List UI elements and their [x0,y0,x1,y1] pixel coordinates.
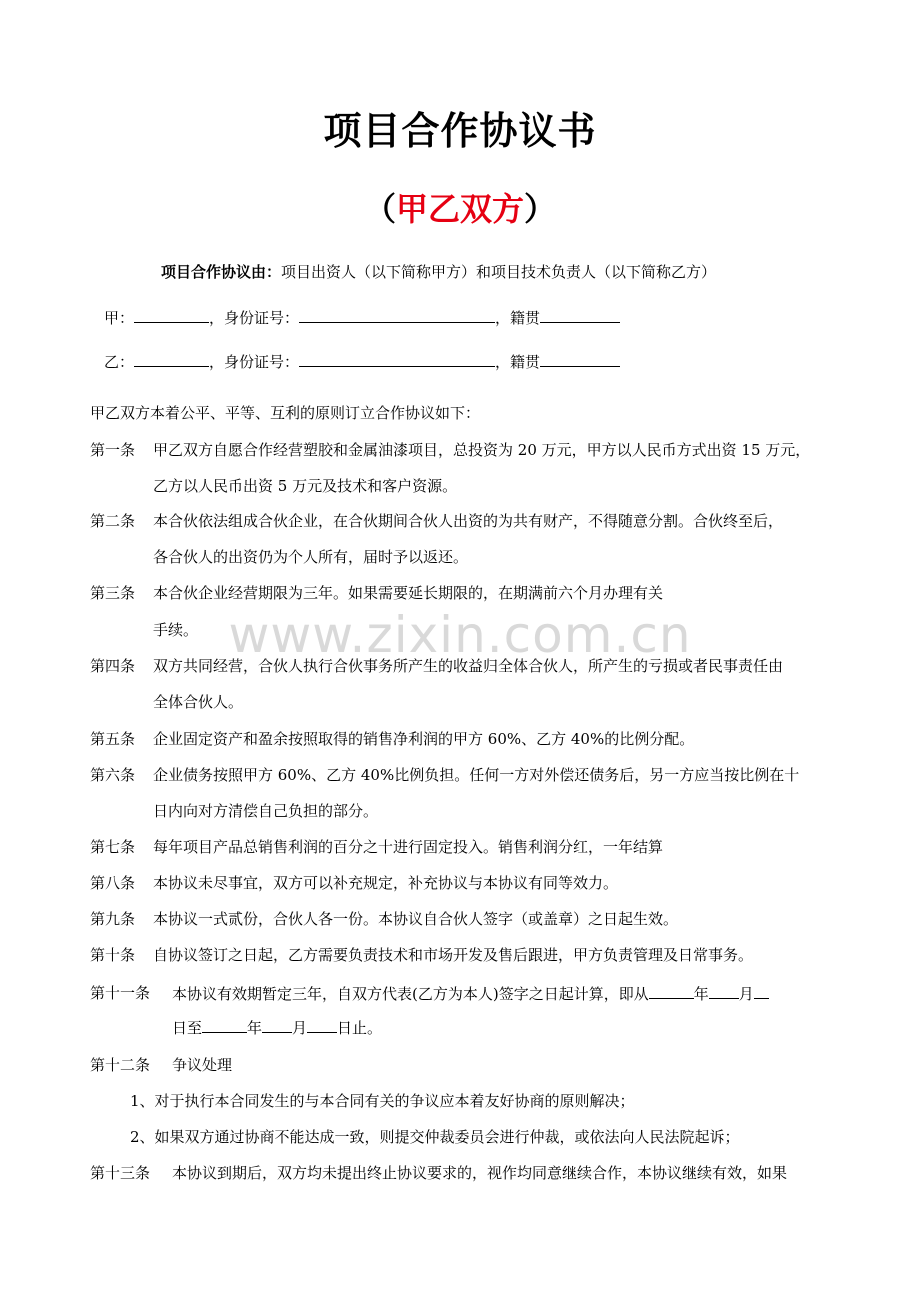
article-8-number: 第八条 [90,874,136,892]
article-6-number: 第六条 [90,766,136,784]
party-a-origin-label: ，籍贯 [495,309,541,327]
document-title: 项目合作协议书 [323,108,597,153]
end-year-label: 年 [247,1019,263,1037]
end-day-label: 日止。 [337,1019,383,1037]
party-b-name-blank[interactable] [134,351,209,367]
article-6-line-2: 日内向对方清偿自己负担的部分。 [153,802,379,820]
article-1-line-2: 乙方以人民币出资 5 万元及技术和客户资源。 [153,477,458,495]
site-watermark: www.zixin.com.cn [228,606,692,664]
article-5-number: 第五条 [90,730,136,748]
article-11-line-1 [172,983,769,1004]
article-9-number: 第九条 [90,910,136,928]
party-a-id-label: ，身份证号： [209,309,300,327]
article-4-line-2: 全体合伙人。 [153,693,244,711]
article-11-number: 第十一条 [90,984,151,1002]
subtitle-parties: 甲乙双方 [395,190,524,228]
party-a-id-blank[interactable] [299,307,495,323]
article-12-title: 争议处理 [172,1056,233,1074]
start-year-blank[interactable] [649,983,694,999]
intro-lead: 项目合作协议由： [161,263,282,281]
preamble: 甲乙双方本着公平、平等、互利的原则订立合作协议如下： [90,404,481,422]
article-5-line-1: 企业固定资产和盈余按照取得的销售净利润的甲方 60%、乙方 40%的比例分配。 [153,730,695,748]
article-7-line-1: 每年项目产品总销售利润的百分之十进行固定投入。销售利润分红，一年结算 [153,838,664,856]
article-8-line-1: 本协议未尽事宜，双方可以补充规定，补充协议与本协议有同等效力。 [153,874,619,892]
article-2-number: 第二条 [90,512,136,530]
article-11-line-2 [172,1017,382,1038]
party-b-origin-label: ，籍贯 [495,353,541,371]
article-11-text: 本协议有效期暂定三年，自双方代表(乙方为本人)签字之日起计算，即从 [172,985,649,1003]
intro-body: 项目出资人（以下简称甲方）和项目技术负责人（以下简称乙方） [281,263,717,281]
party-b-label: 乙： [104,353,135,371]
party-a-label: 甲： [104,309,135,327]
end-year-blank[interactable] [202,1017,247,1033]
subtitle-open-paren: （ [363,190,396,228]
start-year-label: 年 [693,985,709,1003]
article-12-item-2: 2、如果双方通过协商不能达成一致，则提交仲裁委员会进行仲裁，或依法向人民法院起诉； [130,1128,740,1146]
party-b-line [104,351,620,372]
article-3-line-2: 手续。 [153,621,199,639]
article-2-line-2: 各合伙人的出资仍为个人所有，届时予以返还。 [153,548,469,566]
start-month-blank[interactable] [709,983,739,999]
article-12-item-1: 1、对于执行本合同发生的与本合同有关的争议应本着友好协商的原则解决； [130,1092,635,1110]
article-3-line-1: 本合伙企业经营期限为三年。如果需要延长期限的，在期满前六个月办理有关 [153,584,664,602]
party-b-id-label: ，身份证号： [209,353,300,371]
party-b-id-blank[interactable] [299,351,495,367]
article-3-number: 第三条 [90,584,136,602]
article-7-number: 第七条 [90,838,136,856]
party-b-origin-blank[interactable] [540,351,620,367]
article-10-line-1: 自协议签订之日起，乙方需要负责技术和市场开发及售后跟进，甲方负责管理及日常事务。 [153,946,754,964]
start-month-label: 月 [738,985,754,1003]
article-1-number: 第一条 [90,441,136,459]
party-a-line [104,307,620,328]
end-day-blank[interactable] [307,1017,337,1033]
article-9-line-1: 本协议一式贰份，合伙人各一份。本协议自合伙人签字（或盖章）之日起生效。 [153,910,679,928]
article-13-number: 第十三条 [90,1164,151,1182]
article-12-number: 第十二条 [90,1056,151,1074]
start-day-label: 日至 [172,1019,203,1037]
end-month-blank[interactable] [262,1017,292,1033]
article-13-line-1: 本协议到期后，双方均未提出终止协议要求的，视作均同意继续合作，本协议继续有效，如果 [172,1164,788,1182]
article-10-number: 第十条 [90,946,136,964]
article-2-line-1: 本合伙依法组成合伙企业，在合伙期间合伙人出资的为共有财产，不得随意分割。合伙终至后， [153,512,784,530]
end-month-label: 月 [292,1019,308,1037]
party-a-origin-blank[interactable] [540,307,620,323]
article-1-line-1: 甲乙双方自愿合作经营塑胶和金属油漆项目，总投资为 20 万元，甲方以人民币方式出资 15 万元， [153,441,811,459]
article-4-number: 第四条 [90,657,136,675]
document-subtitle [0,184,920,230]
article-6-line-1: 企业债务按照甲方 60%、乙方 40%比例负担。任何一方对外偿还债务后，另一方应当按比例在十 [153,766,800,784]
intro-line [161,262,716,282]
start-day-blank[interactable] [754,983,769,999]
article-4-line-1: 双方共同经营，合伙人执行合伙事务所产生的收益归全体合伙人，所产生的亏损或者民事责任由 [153,657,784,675]
subtitle-close-paren: ） [524,190,557,228]
party-a-name-blank[interactable] [134,307,209,323]
